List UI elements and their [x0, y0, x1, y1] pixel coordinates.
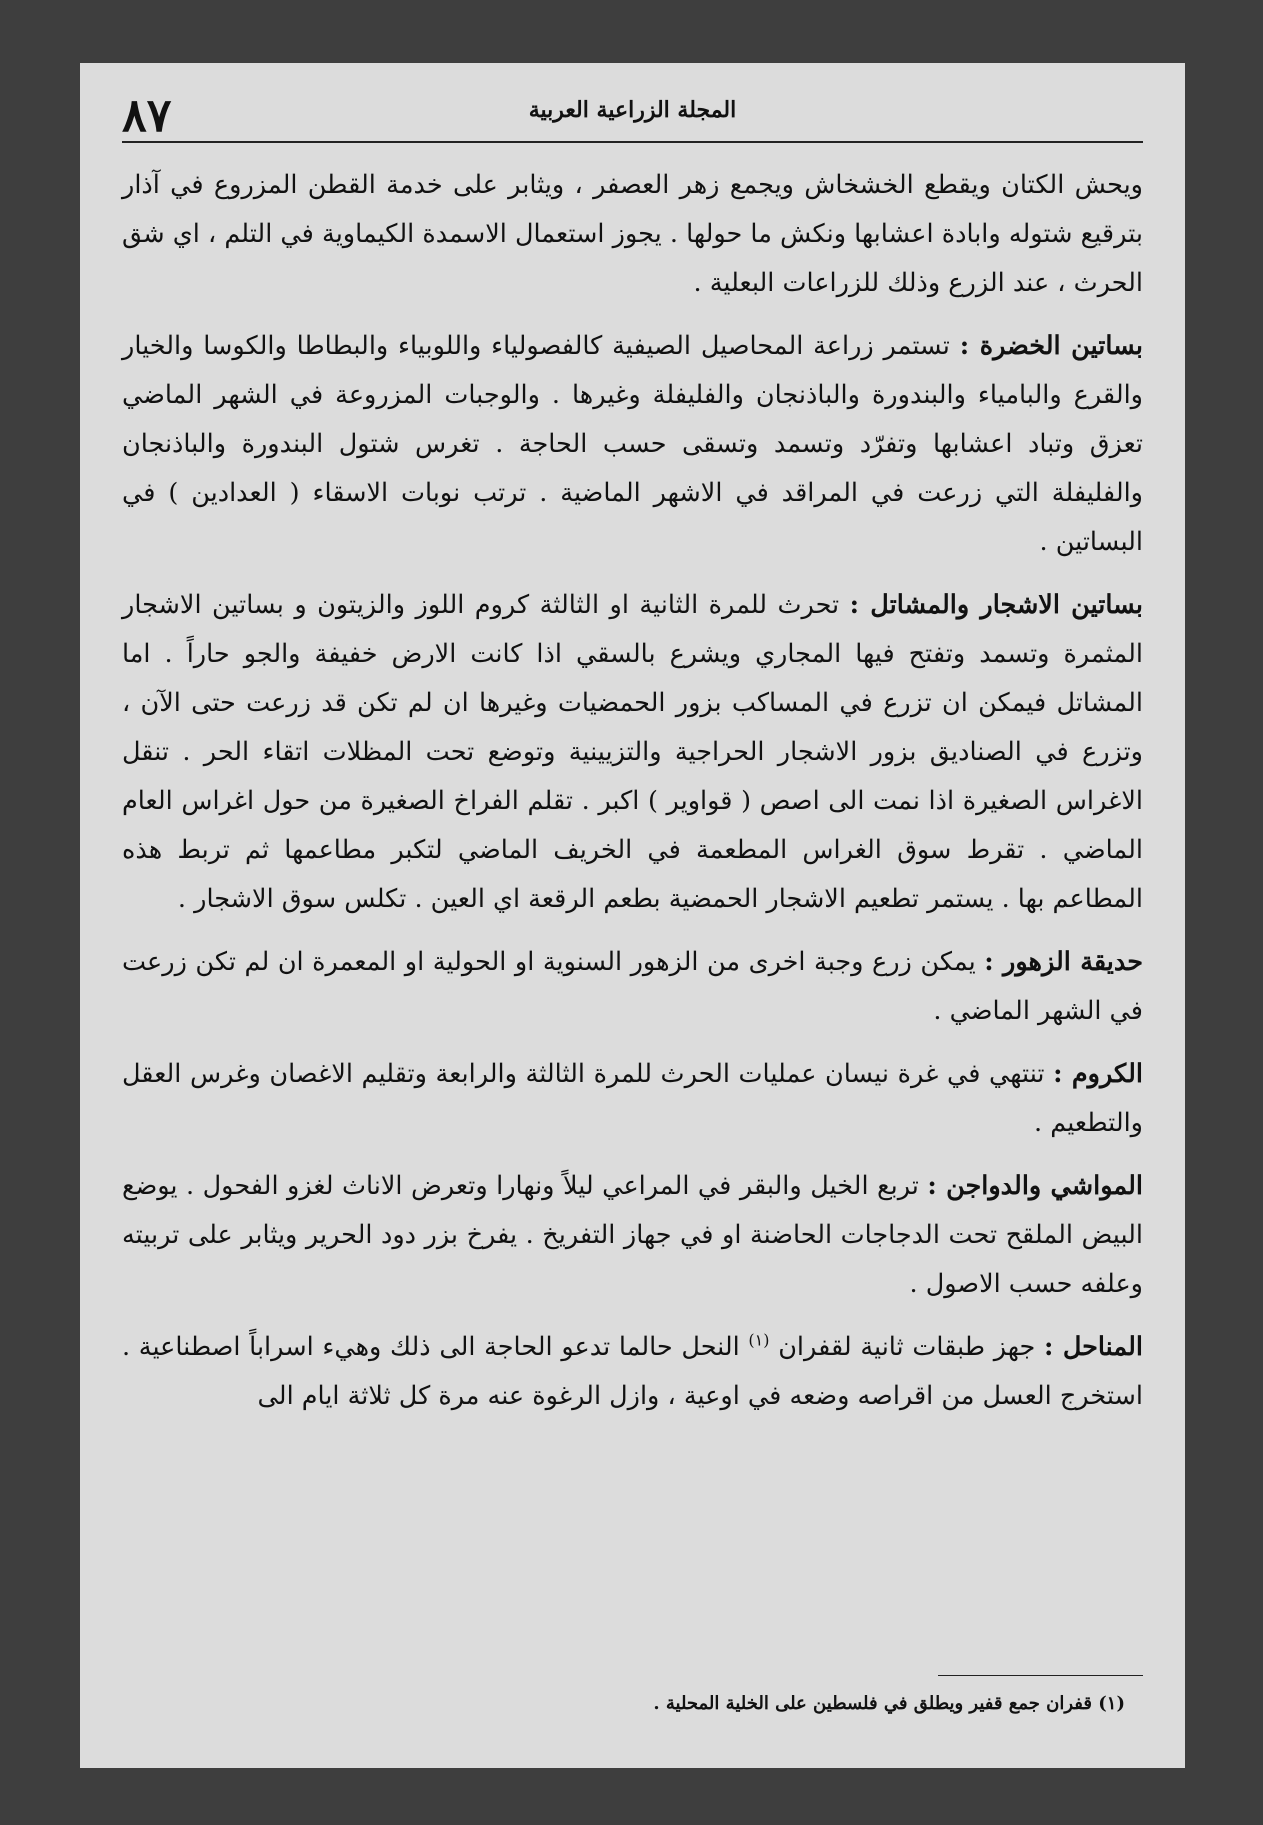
section-text: تربع الخيل والبقر في المراعي ليلاً ونهارا وتعرض الاناث لغزو الفحول . يوضع البيض الملقح تحت الدجاجات الحاضنة او في جهاز التفريخ . يفرخ بزر دود الحرير ويثابر على تربيته وعلفه حسب الاصول .: [122, 1171, 1143, 1299]
section-text: تستمر زراعة المحاصيل الصيفية كالفصولياء واللوبياء والبطاطا والكوسا والخيار والقرع والبامياء والبندورة والباذنجان والفليفلة وغيرها . والوجبات المزروعة في الشهر الماضي تعزق وتباد اعشابها وتفرّد وتسمد وتسقى حسب الحاجة . تغرس شتول البندورة والباذنجان والفليفلة التي زرعت في المراقد في الاشهر الماضية . ترتب نوبات الاسقاء ( العدادين ) في البساتين .: [122, 331, 1143, 557]
section-livestock-poultry: [122, 1162, 1143, 1309]
section-text: تنتهي في غرة نيسان عمليات الحرث للمرة الثالثة والرابعة وتقليم الاغصان وغرس العقل والتطعيم .: [122, 1059, 1143, 1138]
section-text-part2: النحل حالما تدعو الحاجة الى ذلك وهيء اسراباً اصطناعية . استخرج العسل من اقراصه وضعه في اوعية ، وازل الرغوة عنه مرة كل ثلاثة ايام الى: [122, 1332, 1143, 1411]
section-heading: حديقة الزهور :: [984, 947, 1144, 977]
footnote-ref: (١): [748, 1330, 770, 1350]
footnote: (١) قفران جمع قفير ويطلق في فلسطين على الخلية المحلية .: [653, 1693, 1125, 1714]
section-apiaries: [122, 1323, 1143, 1421]
section-text: تحرث للمرة الثانية او الثالثة كروم اللوز والزيتون و بساتين الاشجار المثمرة وتسمد وتفتح فيها المجاري ويشرع بالسقي اذا كانت الارض خفيفة والجو حاراً . اما المشاتل فيمكن ان تزرع في المساكب بزور الحمضيات وغيرها ان لم تكن قد زرعت حتى الآن ، وتزرع في الصناديق بزور الاشجار الحراجية والتزيينية وتوضع تحت المظلات اتقاء الحر . تنقل الاغراس الصغيرة اذا نمت الى اصص ( قواوير ) اكبر . تقلم الفراخ الصغيرة من حول اغراس العام الماضي . تقرط سوق الغراس المطعمة في الخريف الماضي لتكبر مطاعمها ثم تربط هذه المطاعم بها . يستمر تطعيم الاشجار الحمضية بطعم الرقعة اي العين . تكلس سوق الاشجار .: [122, 590, 1143, 914]
intro-paragraph: ويحش الكتان ويقطع الخشخاش ويجمع زهر العصفر ، ويثابر على خدمة القطن المزروع في آذار بترقيع شتوله وابادة اعشابها ونكش ما حولها . يجوز استعمال الاسمدة الكيماوية في التلم ، اي شق الحرث ، عند الزرع وذلك للزراعات البعلية .: [122, 170, 1143, 298]
section-heading: بساتين الخضرة :: [959, 331, 1143, 361]
section-heading: المناحل :: [1043, 1332, 1143, 1362]
journal-title: المجلة الزراعية العربية: [528, 97, 737, 123]
footnote-divider: [938, 1675, 1143, 1676]
section-text-part1: جهز طبقات ثانية لقفران: [778, 1332, 1036, 1362]
section-heading: المواشي والدواجن :: [927, 1171, 1143, 1201]
section-orchards-nurseries: [122, 581, 1143, 924]
section-vegetable-gardens: [122, 322, 1143, 567]
section-vineyards: [122, 1050, 1143, 1148]
page: [80, 63, 1185, 1768]
section-flower-garden: [122, 938, 1143, 1036]
section-heading: بساتين الاشجار والمشاتل :: [849, 590, 1144, 620]
section-text: يمكن زرع وجبة اخرى من الزهور السنوية او الحولية او المعمرة ان لم تكن زرعت في الشهر الماضي .: [122, 947, 1143, 1026]
section-heading: الكروم :: [1053, 1059, 1143, 1089]
article-body: [122, 161, 1143, 1435]
page-header: [122, 89, 1143, 143]
page-number: ٨٧: [122, 88, 172, 142]
